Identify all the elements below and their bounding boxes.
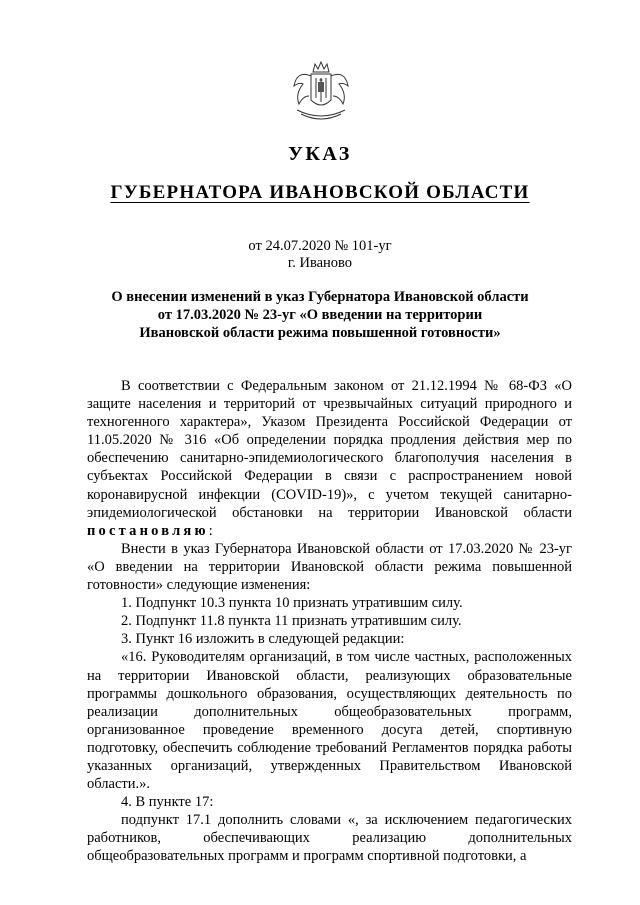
decree-colon: : — [208, 522, 213, 539]
body-paragraph: 2. Подпункт 11.8 пункта 11 признать утратившим силу. — [121, 613, 462, 630]
document-date-number: от 24.07.2020 № 101-уг — [248, 238, 392, 254]
body-paragraph: 1. Подпункт 10.3 пункта 10 признать утратившим силу. — [121, 595, 463, 612]
coat-of-arms-icon — [291, 58, 351, 124]
preamble-paragraph — [87, 377, 572, 540]
body-paragraph: 4. В пункте 17: — [121, 794, 214, 811]
body-paragraph: «16. Руководителям организаций, в том числе частных, расположенных на территории Ивановской области, реализующих образовательные программы дошкольного образования, осуществляющих деятельность по реализации дополнительных общеобразовательных программ, организованное проведение временного досуга детей, спортивную подготовку, обеспечить соблюдение требований Регламентов порядка работы указанных организаций, утвержденных Правительством Ивановской области.». — [87, 649, 572, 793]
decree-word: постановляю — [87, 522, 209, 539]
document-meta — [0, 238, 640, 272]
subject-line: от 17.03.2020 № 23-уг «О введении на территории — [157, 307, 483, 323]
body-paragraph: подпункт 17.1 дополнить словами «, за исключением педагогических работников, обеспечивающих реализацию дополнительных общеобразовательных программ и программ спортивной подготовки, а — [87, 812, 572, 865]
subject-line: О внесении изменений в указ Губернатора Ивановской области — [111, 289, 529, 305]
document-issuer: ГУБЕРНАТОРА ИВАНОВСКОЙ ОБЛАСТИ — [110, 182, 530, 203]
preamble-text: В соответствии с Федеральным законом от 21.12.1994 № 68-ФЗ «О защите населения и территорий от чрезвычайных ситуаций природного и техногенного характера», Указом Президента Российской Федерации от 11.05.2020 № 316 «Об определении порядка продления действия мер по обеспечению санитарно-эпидемиологического благополучия населения в субъектах Российской Федерации в связи с распространением новой коронавирусной инфекции (COVID-19)», с учетом текущей санитарно-эпидемиологической обстановки на территории Ивановской области — [87, 378, 572, 521]
document-subject — [90, 288, 550, 342]
document-body — [87, 377, 572, 866]
body-paragraph: Внести в указ Губернатора Ивановской области от 17.03.2020 № 23-уг «О введении на территории Ивановской области режима повышенной готовности» следующие изменения: — [87, 540, 572, 594]
body-paragraph: 3. Пункт 16 изложить в следующей редакции: — [121, 631, 405, 648]
document-title: УКАЗ — [288, 143, 352, 165]
document-city: г. Иваново — [287, 255, 353, 271]
subject-line: Ивановской области режима повышенной готовности» — [139, 325, 501, 341]
